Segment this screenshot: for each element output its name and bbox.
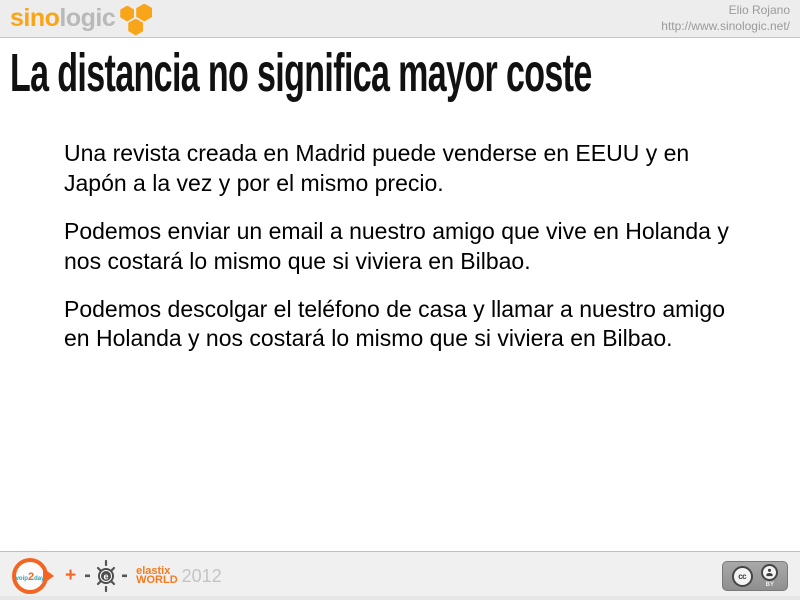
play-arrow-icon [43,568,54,584]
elastix-icon-letter: e [103,571,109,582]
paragraph: Una revista creada en Madrid puede venderse en EEUU y en Japón a la vez y por el mismo precio. [64,140,690,196]
creative-commons-icon [732,566,753,587]
logo-text-primary: sino [10,4,60,32]
footer-logos [12,557,222,595]
hexagon-cluster-icon [119,3,155,37]
voip2day-number: 2 [27,571,35,583]
header-credits [661,3,790,34]
header-bar [0,0,800,38]
footer-bar [0,551,800,600]
cc-license-badge [722,561,788,591]
sinologic-logo [10,2,155,36]
author-name: Elio Rojano [728,2,790,17]
page-title: La distancia no significa mayor coste [10,43,592,103]
voip2day-suffix: day [34,576,45,582]
elastix-sun-icon [85,559,127,593]
logo-text-secondary: logic [59,4,116,32]
hexagon-icon [136,4,152,22]
elastix-world-wordmark [136,566,222,587]
elastix-brand-label: elastix [136,564,171,577]
elastix-world-label: WORLD [136,574,178,586]
slide-body [64,139,740,372]
hexagon-icon [128,19,143,36]
attribution-person-icon [761,564,778,581]
by-label: BY [765,582,774,588]
website-url: http://www.sinologic.net/ [661,18,790,33]
paragraph: Podemos enviar un email a nuestro amigo que vive en Holanda y nos costará lo mismo que si viviera en Bilbao. [64,217,729,274]
plus-separator: + [65,565,77,586]
hexagon-icon [120,6,134,22]
attribution-block [761,564,778,588]
voip2day-logo [12,557,56,595]
voip2day-prefix: voip [15,576,28,582]
cc-label: cc [738,571,747,581]
sinologic-wordmark [10,6,115,31]
elastix-year-label: 2012 [181,565,222,586]
elastix-wordmark-stack [136,564,178,586]
paragraph: Podemos descolgar el teléfono de casa y llamar a nuestro amigo en Holanda y nos costará lo mismo que si viviera en Bilbao. [64,295,725,352]
voip2day-label [16,568,45,584]
